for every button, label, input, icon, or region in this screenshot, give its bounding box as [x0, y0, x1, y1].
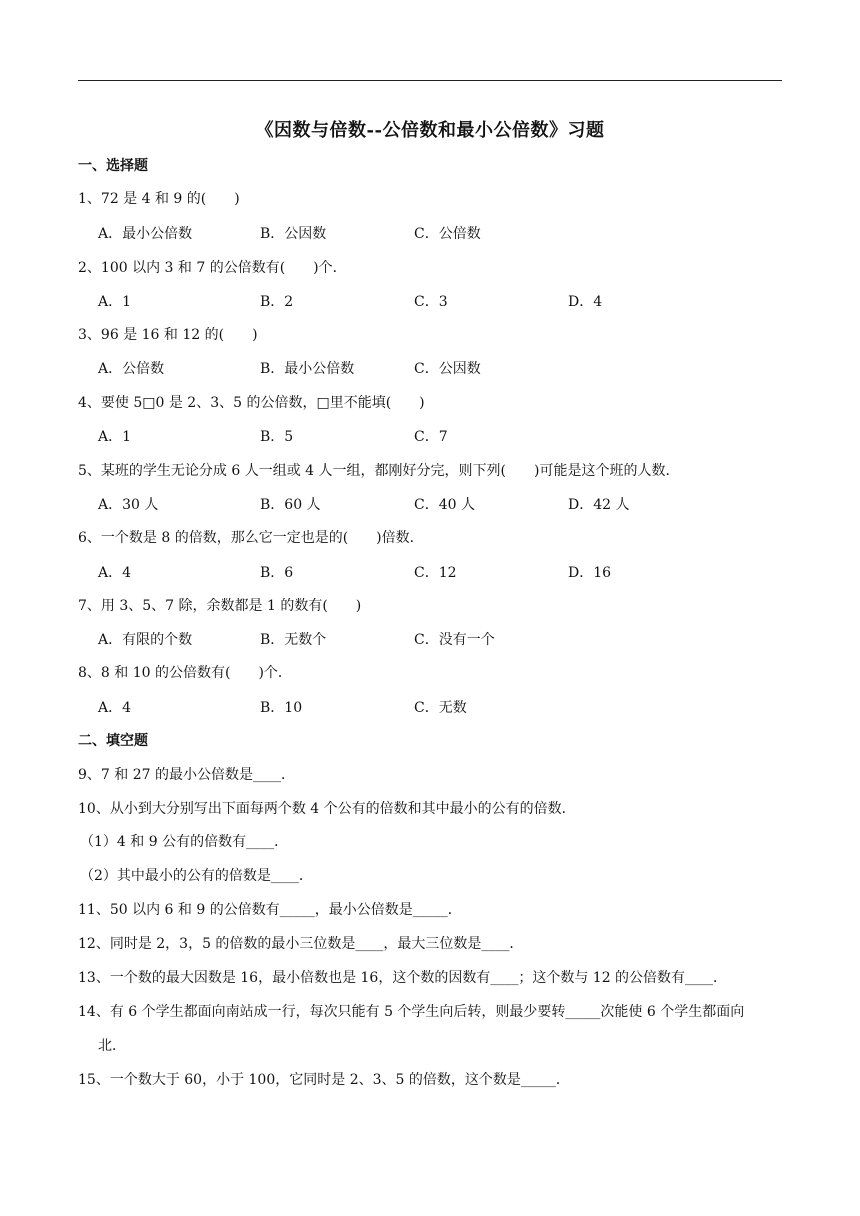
question-4-stem: 4、要使 5□0 是 2、3、5 的公倍数，□里不能填( ): [78, 395, 425, 411]
question-12: 12、同时是 2，3，5 的倍数的最小三位数是____，最大三位数是____．: [78, 936, 524, 952]
question-1-option-c: C．公倍数: [414, 226, 481, 242]
question-5-option-d: D．42 人: [568, 497, 630, 513]
question-10-part-2: （2）其中最小的公有的倍数是____．: [80, 868, 313, 884]
question-1-option-a: A．最小公倍数: [98, 226, 193, 242]
page-title: 《因数与倍数--公倍数和最小公倍数》习题: [255, 120, 605, 141]
question-3-option-c: C．公因数: [414, 361, 481, 377]
question-3-option-b: B．最小公倍数: [260, 361, 355, 377]
question-5-stem: 5、某班的学生无论分成 6 人一组或 4 人一组，都刚好分完，则下列( )可能是这个班的人数．: [78, 463, 680, 479]
question-11: 11、50 以内 6 和 9 的公倍数有_____，最小公倍数是_____．: [78, 902, 462, 918]
header-rule: [78, 80, 782, 81]
question-5-option-c: C．40 人: [414, 497, 475, 513]
question-3-option-a: A．公倍数: [98, 361, 165, 377]
question-7-option-c: C．没有一个: [414, 632, 495, 648]
question-8-option-b: B．10: [260, 700, 303, 716]
section-heading-choice: 一、选择题: [78, 158, 148, 174]
question-5-option-b: B．60 人: [260, 497, 321, 513]
question-7-option-a: A．有限的个数: [98, 632, 193, 648]
question-2-stem: 2、100 以内 3 和 7 的公倍数有( )个．: [78, 260, 347, 276]
question-9: 9、7 和 27 的最小公倍数是____．: [78, 767, 295, 783]
question-15: 15、一个数大于 60，小于 100，它同时是 2、3、5 的倍数，这个数是_____．: [78, 1072, 570, 1088]
section-heading-fill: 二、填空题: [78, 733, 148, 749]
question-7-option-b: B．无数个: [260, 632, 327, 648]
question-2-option-c: C．3: [414, 294, 448, 310]
question-8-option-a: A．4: [98, 700, 132, 716]
question-2-option-d: D．4: [568, 294, 603, 310]
question-4-option-a: A．1: [98, 429, 132, 445]
question-10: 10、从小到大分别写出下面每两个数 4 个公有的倍数和其中最小的公有的倍数．: [78, 801, 576, 817]
question-6-option-d: D．16: [568, 565, 612, 581]
question-4-option-c: C．7: [414, 429, 448, 445]
question-5-option-a: A．30 人: [98, 497, 159, 513]
question-8-stem: 8、8 和 10 的公倍数有( )个．: [78, 665, 292, 681]
question-14-line-2: 北．: [98, 1038, 126, 1054]
question-3-stem: 3、96 是 16 和 12 的( ): [78, 327, 258, 343]
question-7-stem: 7、用 3、5、7 除，余数都是 1 的数有( ): [78, 598, 362, 614]
question-1-option-b: B．公因数: [260, 226, 327, 242]
question-14-line-1: 14、有 6 个学生都面向南站成一行，每次只能有 5 个学生向后转，则最少要转_____次能使 6 个学生都面向: [78, 1004, 745, 1020]
question-10-part-1: （1）4 和 9 公有的倍数有____．: [80, 834, 289, 850]
question-2-option-b: B．2: [260, 294, 294, 310]
question-6-option-a: A．4: [98, 565, 132, 581]
question-13: 13、一个数的最大因数是 16，最小倍数也是 16，这个数的因数有____；这个数与 12 的公倍数有____．: [78, 970, 728, 986]
question-8-option-c: C．无数: [414, 700, 467, 716]
question-6-option-c: C．12: [414, 565, 457, 581]
question-4-option-b: B．5: [260, 429, 294, 445]
question-1-stem: 1、72 是 4 和 9 的( ): [78, 191, 240, 207]
question-6-option-b: B．6: [260, 565, 294, 581]
question-2-option-a: A．1: [98, 294, 132, 310]
question-6-stem: 6、一个数是 8 的倍数，那么它一定也是的( )倍数．: [78, 530, 424, 546]
